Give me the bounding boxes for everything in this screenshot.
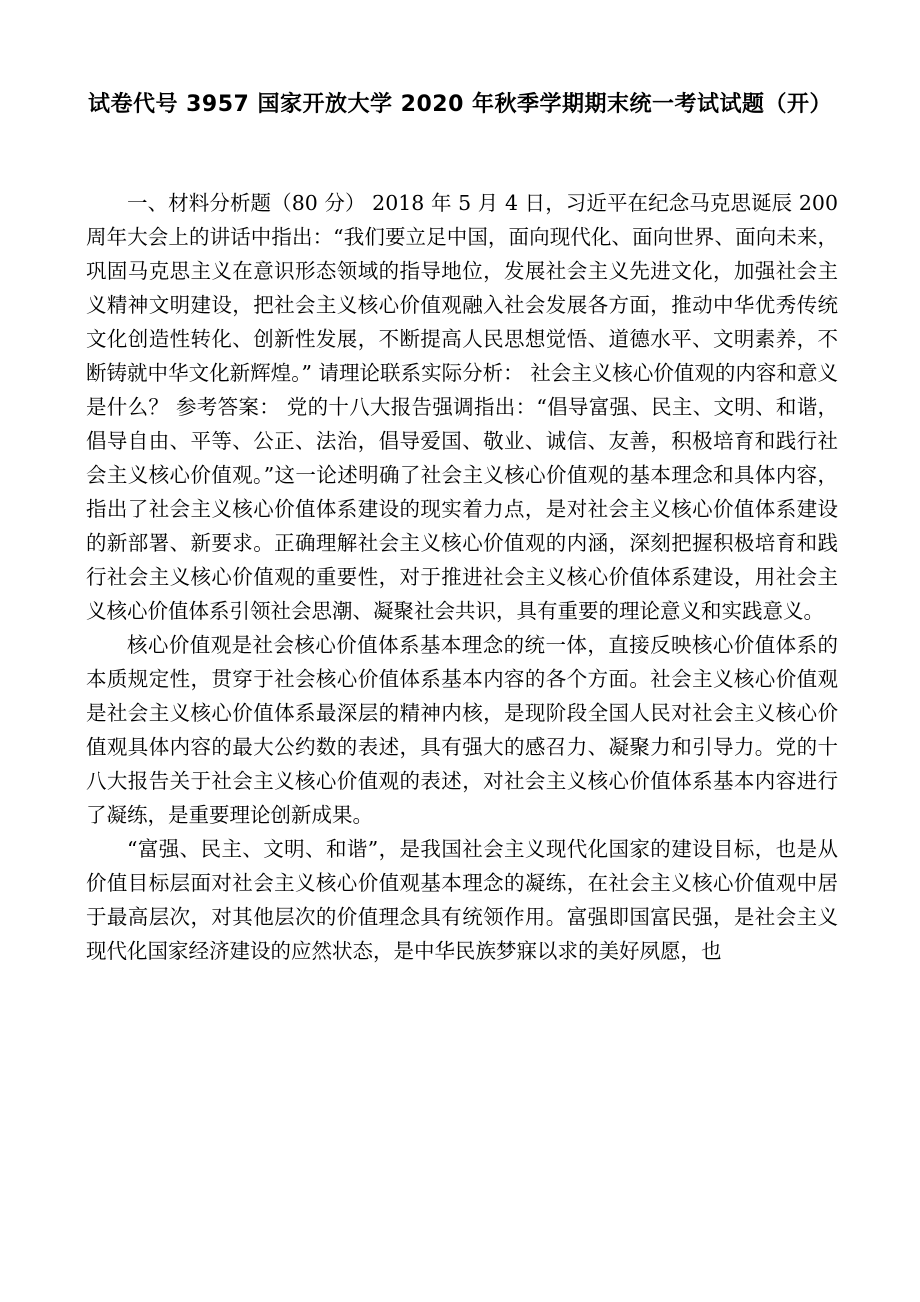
document-body [86, 186, 838, 968]
paragraph-core-values-definition: 核心价值观是社会核心价值体系基本理念的统一体，直接反映核心价值体系的本质规定性，贯穿于社会核心价值体系基本内容的各个方面。社会主义核心价值观是社会主义核心价值体系最深层的精神内核，是现阶段全国人民对社会主义核心价值观具体内容的最大公约数的表述，具有强大的感召力、凝聚力和引导力。党的十八大报告关于社会主义核心价值观的表述，对社会主义核心价值体系基本内容进行了凝练，是重要理论创新成果。 [86, 633, 838, 827]
paragraph-prosperity-democracy: “富强、民主、文明、和谐”，是我国社会主义现代化国家的建设目标，也是从价值目标层面对社会主义核心价值观基本理念的凝练，在社会主义核心价值观中居于最高层次，对其他层次的价值理念具有统领作用。富强即国富民强，是社会主义现代化国家经济建设的应然状态，是中华民族梦寐以求的美好夙愿，也 [86, 837, 838, 963]
document-title: 试卷代号 3957 国家开放大学 2020 年秋季学期期末统一考试试题（开） [87, 92, 833, 117]
paragraph-material-analysis: 一、材料分析题（80 分） 2018 年 5 月 4 日，习近平在纪念马克思诞辰 200 周年大会上的讲话中指出：“我们要立足中国，面向现代化、面向世界、面向未来，巩固马克思主义在意识形态领域的指导地位，发展社会主义先进文化，加强社会主义精神文明建设，把社会主义核心价值观融入社会发展各方面，推动中华优秀传统文化创造性转化、创新性发展，不断提高人民思想觉悟、道德水平、文明素养，不断铸就中华文化新辉煌。” 请理论联系实际分析： 社会主义核心价值观的内容和意义是什么？ 参考答案： 党的十八大报告强调指出：“倡导富强、民主、文明、和谐，倡导自由、平等、公正、法治，倡导爱国、敬业、诚信、友善，积极培育和践行社会主义核心价值观。”这一论述明确了社会主义核心价值观的基本理念和具体内容，指出了社会主义核心价值体系建设的现实着力点，是对社会主义核心价值体系建设的新部署、新要求。正确理解社会主义核心价值观的内涵，深刻把握积极培育和践行社会主义核心价值观的重要性，对于推进社会主义核心价值体系建设，用社会主义核心价值体系引领社会思潮、凝聚社会共识，具有重要的理论意义和实践意义。 [86, 191, 838, 623]
